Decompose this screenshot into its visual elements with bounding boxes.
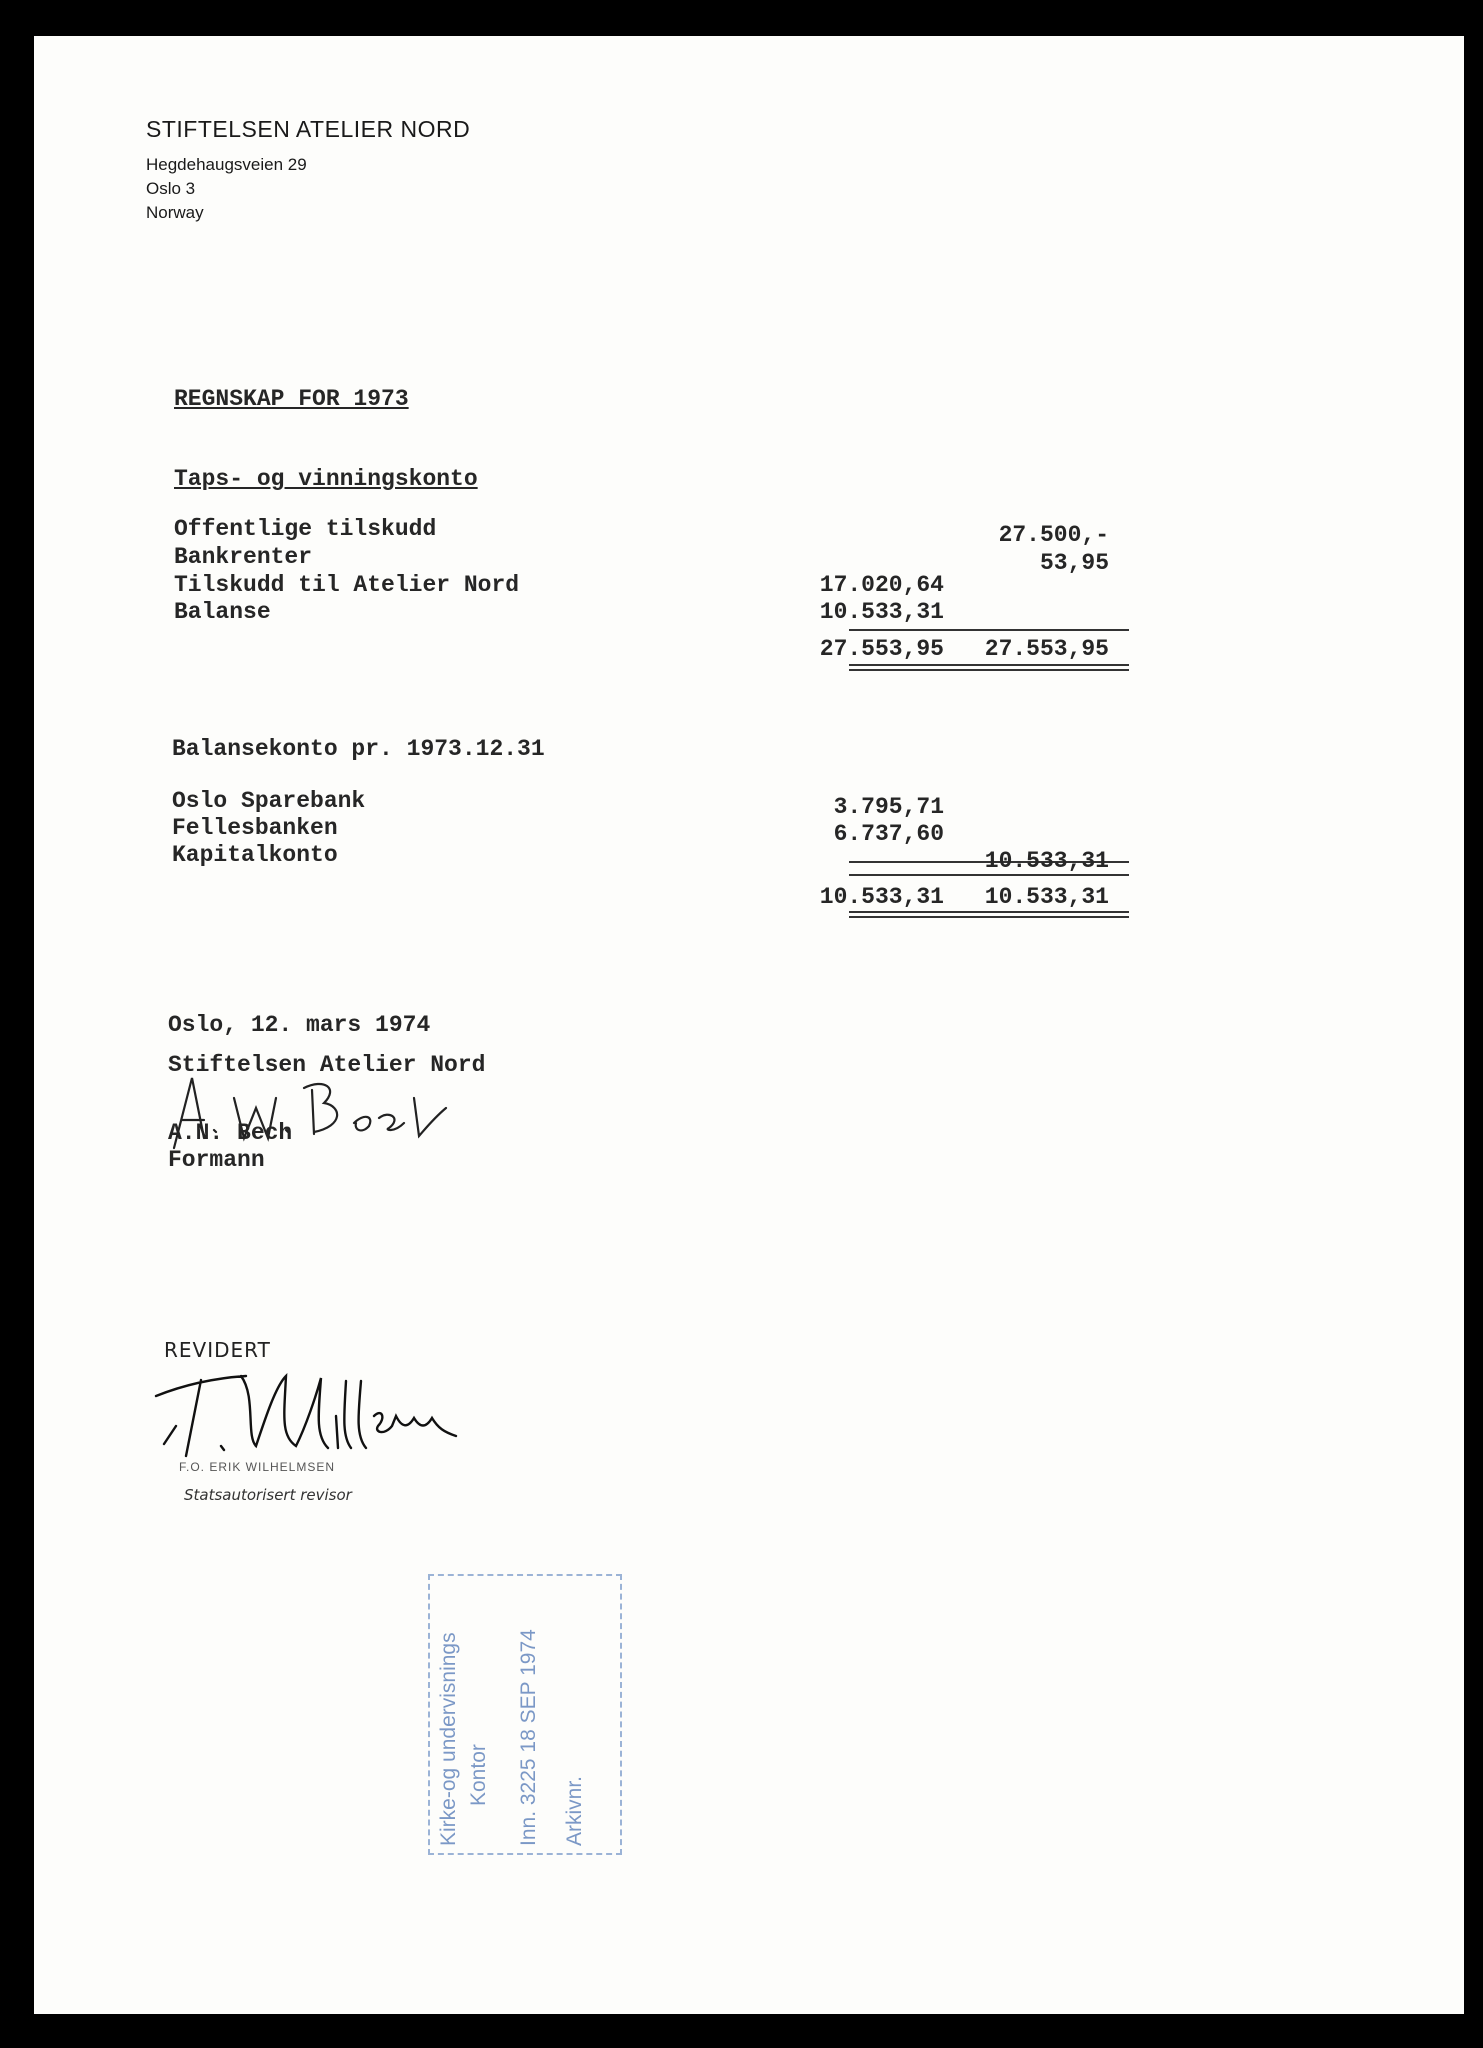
pl-heading: Taps- og vinningskonto (174, 466, 478, 492)
auditor-signature (146, 1356, 486, 1466)
balance-credit-rule (849, 874, 1129, 876)
auditor-title: Statsautorisert revisor (184, 1486, 352, 1504)
stamp-line: Arkivnr. (563, 1775, 586, 1846)
pl-row-label: Offentlige tilskudd (174, 516, 437, 542)
stamp-line: Inn. 3225 18 SEP 1974 (517, 1629, 540, 1846)
pl-row-label: Balanse (174, 599, 271, 625)
document-title: REGNSKAP FOR 1973 (174, 386, 409, 412)
pl-row-debit: 10.533,31 (819, 599, 944, 625)
balance-row-label: Fellesbanken (172, 815, 338, 841)
signatory-role: Formann (168, 1147, 265, 1173)
balance-row-debit: 6.737,60 (833, 821, 944, 847)
balance-row-label: Oslo Sparebank (172, 788, 366, 814)
org-address: Hegdehaugsveien 29 (146, 155, 307, 174)
signoff-org: Stiftelsen Atelier Nord (168, 1052, 486, 1078)
org-city: Oslo 3 (146, 179, 196, 198)
balance-row-credit: 10.533,31 (984, 848, 1109, 874)
document-page (34, 36, 1464, 2014)
balance-row-label: Kapitalkonto (172, 842, 338, 868)
pl-total-rule (849, 664, 1129, 671)
received-stamp (428, 1574, 622, 1855)
auditor-name: F.O. ERIK WILHELMSEN (179, 1460, 336, 1474)
signatory-name: A.N. Bech (168, 1120, 293, 1146)
org-name: STIFTELSEN ATELIER NORD (146, 116, 471, 142)
org-country: Norway (146, 203, 204, 222)
balance-total-rule (849, 911, 1129, 918)
pl-row-credit: 27.500,- (998, 522, 1109, 548)
balance-total-debit: 10.533,31 (819, 884, 944, 910)
pl-row-credit: 53,95 (1039, 550, 1109, 576)
letterhead (146, 116, 470, 223)
pl-row-debit: 17.020,64 (819, 572, 944, 598)
pl-row-label: Bankrenter (174, 544, 313, 570)
pl-total-credit: 27.553,95 (984, 636, 1109, 662)
pl-row-label: Tilskudd til Atelier Nord (174, 572, 520, 598)
stamp-line: Kontor (467, 1744, 490, 1806)
audit-label: REVIDERT (164, 1338, 271, 1362)
place-date: Oslo, 12. mars 1974 (168, 1012, 431, 1038)
balance-total-credit: 10.533,31 (984, 884, 1109, 910)
balance-heading: Balansekonto pr. 1973.12.31 (172, 736, 545, 762)
pl-total-debit: 27.553,95 (819, 636, 944, 662)
balance-row-debit: 3.795,71 (833, 794, 944, 820)
stamp-line: Kirke-og undervisnings (437, 1632, 460, 1846)
pl-subtotal-rule (849, 629, 1129, 631)
